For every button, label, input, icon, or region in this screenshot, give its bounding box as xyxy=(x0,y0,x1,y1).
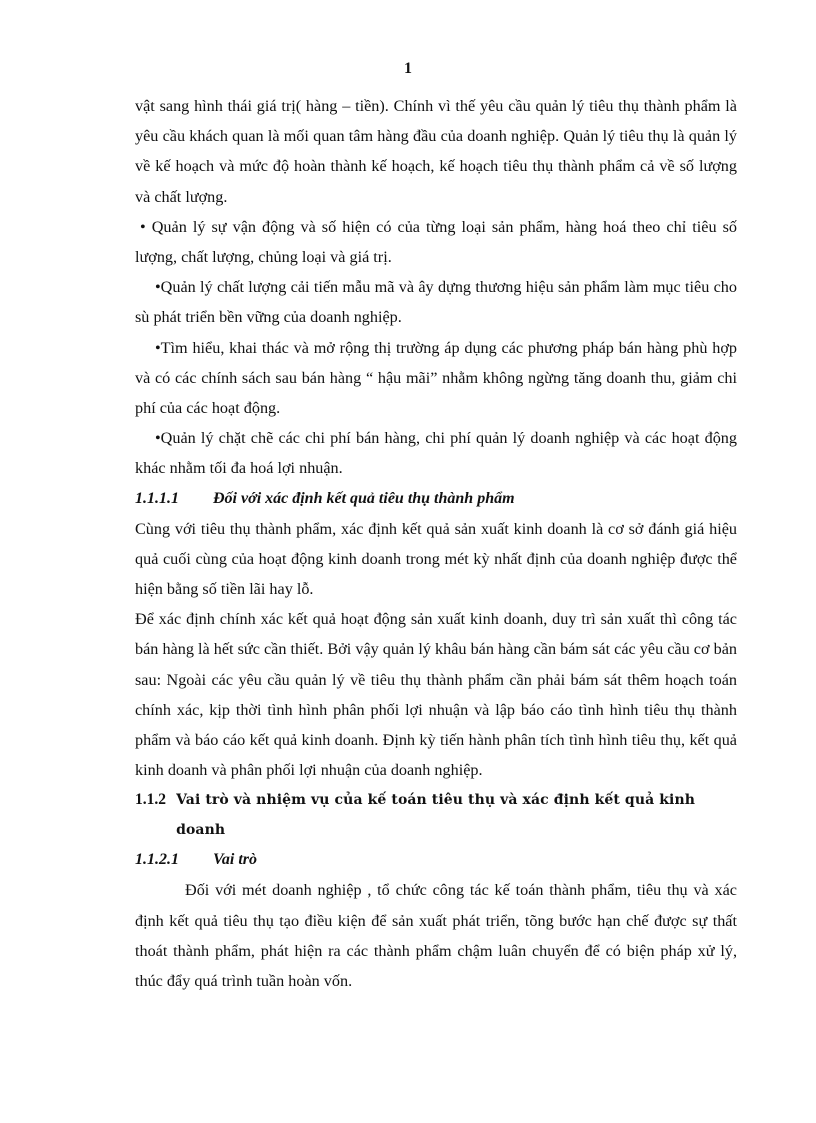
section-number: 1.1.1.1 xyxy=(135,489,179,507)
section-title: Đối với xác định kết quả tiêu thụ thành phẩm xyxy=(213,489,515,507)
document-body xyxy=(135,91,737,996)
section-number: 1.1.2 xyxy=(135,791,166,809)
section-heading-112 xyxy=(135,785,737,845)
paragraph-result-2: Để xác định chính xác kết quả hoạt động sản xuất kinh doanh, duy trì sản xuất thì công tác bán hàng là hết sức cần thiết. Bởi vậy quản lý khâu bán hàng cần bám sát các yêu cầu cơ bản sau: Ngoài các yêu cầu quản lý về tiêu thụ thành phẩm cần phải bám sát thêm hoạch toán chính xác, kịp thời tình hình phân phối lợi nhuận và lập báo cáo tình hình tiêu thụ thành phẩm và báo cáo kết quả kinh doanh. Định kỳ tiến hành phân tích tình hình tiêu thụ, kết quả kinh doanh và phân phối lợi nhuận của doanh nghiệp. xyxy=(135,610,737,780)
bullet-item-1: • Quản lý sự vận động và số hiện có của từng loại sản phẩm, hàng hoá theo chỉ tiêu số lượng, chất lượng, chủng loại và giá trị. xyxy=(135,217,737,267)
section-number: 1.1.2.1 xyxy=(135,851,179,869)
bullet-item-3: •Tìm hiểu, khai thác và mở rộng thị trường áp dụng các phương pháp bán hàng phù hợp và có các chính sách sau bán hàng “ hậu mãi” nhằm không ngừng tăng doanh thu, giảm chi phí của các hoạt động. xyxy=(135,338,737,418)
section-heading-1111 xyxy=(135,484,737,514)
section-heading-1121 xyxy=(135,845,737,875)
page-number: 1 xyxy=(404,60,412,77)
bullet-item-2: •Quản lý chất lượng cải tiến mẫu mã và ây dựng thương hiệu sản phẩm làm mục tiêu cho sù phát triển bền vững của doanh nghiệp. xyxy=(135,278,737,327)
paragraph-role: Đối với mét doanh nghiệp , tổ chức công tác kế toán thành phẩm, tiêu thụ và xác định kết quả tiêu thụ tạo điều kiện để sản xuất phát triển, tõng bước hạn chế được sự thất thoát thành phẩm, phát hiện ra các thành phẩm chậm luân chuyển để có biện pháp xử lý, thúc đẩy quá trình tuần hoàn vốn. xyxy=(135,881,737,991)
paragraph-result-1: Cùng với tiêu thụ thành phẩm, xác định kết quả sản xuất kinh doanh là cơ sở đánh giá hiệu quả cuối cùng của hoạt động kinh doanh trong mét kỳ nhất định của doanh nghiệp được thể hiện bằng số tiền lãi hay lỗ. xyxy=(135,519,737,599)
section-title: Vai trò xyxy=(213,851,258,869)
section-title: Vai trò và nhiệm vụ của kế toán tiêu thụ và xác định kết quả kinh doanh xyxy=(176,792,696,839)
bullet-item-4: •Quản lý chặt chẽ các chi phí bán hàng, chi phí quản lý doanh nghiệp và các hoạt động khác nhằm tối đa hoá lợi nhuận. xyxy=(135,429,737,478)
paragraph-intro: vật sang hình thái giá trị( hàng – tiền). Chính vì thế yêu cầu quản lý tiêu thụ thành phẩm là yêu cầu khách quan là mối quan tâm hàng đầu của doanh nghiệp. Quản lý tiêu thụ là quản lý về kế hoạch và mức độ hoàn thành kế hoạch, kế hoạch tiêu thụ thành phẩm cả về số lượng và chất lượng. xyxy=(135,97,737,206)
